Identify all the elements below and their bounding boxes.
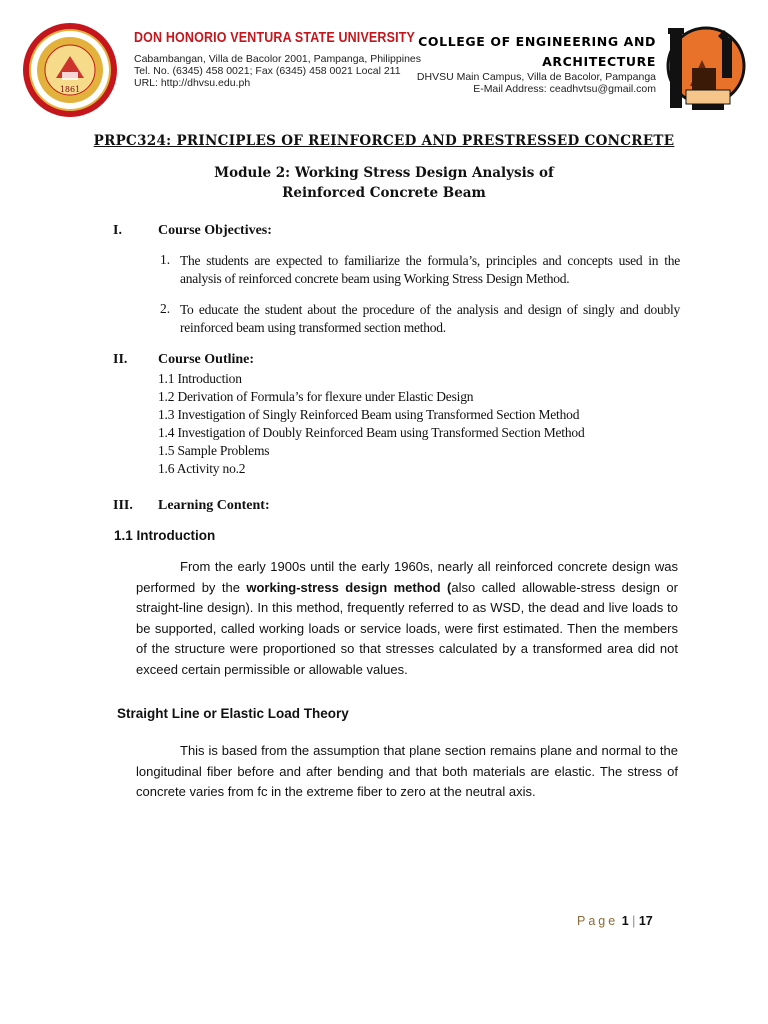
objective-number: 2.	[160, 301, 171, 316]
outline-item: 1.6 Activity no.2	[158, 461, 246, 476]
svg-text:1861: 1861	[59, 85, 81, 94]
college-name	[406, 32, 656, 72]
college-logo	[662, 20, 750, 116]
straight-line-heading: Straight Line or Elastic Load Theory	[117, 706, 349, 721]
section-outline-number: II.	[113, 352, 128, 367]
section-content-number: III.	[113, 498, 133, 513]
outline-item: 1.4 Investigation of Doubly Reinforced Beam using Transformed Section Method	[158, 425, 585, 440]
college-name-line1: COLLEGE OF ENGINEERING AND	[418, 34, 656, 49]
section-objectives-title: Course Objectives:	[158, 223, 272, 238]
university-phone: Tel. No. (6345) 458 0021; Fax (6345) 458 0021 Local 211	[134, 65, 401, 77]
page-footer	[577, 914, 653, 928]
college-email: E-Mail Address: ceadhvtsu@gmail.com	[473, 83, 656, 95]
page-total: 17	[638, 914, 653, 928]
campus-address: DHVSU Main Campus, Villa de Bacolor, Pampanga	[416, 71, 656, 83]
section-outline-title: Course Outline:	[158, 352, 255, 367]
module-title-line2: Reinforced Concrete Beam	[282, 185, 486, 201]
university-name: DON HONORIO VENTURA STATE UNIVERSITY	[134, 30, 416, 46]
straight-line-paragraph: This is based from the assumption that plane section remains plane and normal to the longitudinal fiber before and after bending and that both materials are elastic. The stress of concrete varies from fc in the extreme fiber to zero at the neutral axis.	[136, 743, 678, 799]
outline-item: 1.5 Sample Problems	[158, 443, 270, 458]
outline-item: 1.2 Derivation of Formula’s for flexure under Elastic Design	[158, 389, 474, 404]
university-address: Cabambangan, Villa de Bacolor 2001, Pampanga, Philippines	[134, 53, 422, 65]
page-label: Page	[577, 914, 619, 928]
objective-text: The students are expected to familiarize the formula’s, principles and concepts used in the analysis of reinforced concrete beam using Working Stress Design Method.	[180, 253, 680, 286]
university-url: URL: http://dhvsu.edu.ph	[134, 77, 251, 89]
section-content-title: Learning Content:	[158, 498, 270, 513]
section-objectives-number: I.	[113, 223, 122, 238]
objective-number: 1.	[160, 252, 171, 267]
university-seal-logo	[22, 22, 118, 118]
page-number: 1	[621, 914, 629, 928]
intro-paragraph: From the early 1900s until the early 1960s, nearly all reinforced concrete design was performed by the working-stress design method (also called allowable-stress design or straight-line design). In this method, frequently referred to as WSD, the dead and live loads to be supported, called working loads or service loads, were first estimated. Then the members of the structure were proportioned so that stresses calculated by a transformed area did not exceed certain permissible or allowable values.	[136, 559, 678, 677]
module-title	[0, 163, 768, 203]
page-separator: |	[632, 914, 636, 928]
outline-item: 1.1 Introduction	[158, 371, 242, 386]
college-name-line2: ARCHITECTURE	[542, 54, 656, 69]
wsd-term: working-stress design method (	[246, 579, 452, 595]
intro-heading: 1.1 Introduction	[114, 528, 216, 543]
module-title-line1: Module 2: Working Stress Design Analysis of	[214, 165, 554, 181]
course-title: PRPC324: PRINCIPLES OF REINFORCED AND PRESTRESSED CONCRETE	[93, 133, 675, 149]
objective-text: To educate the student about the procedure of the analysis and design of singly and doubly reinforced beam using transformed section method.	[180, 302, 680, 335]
outline-item: 1.3 Investigation of Singly Reinforced Beam using Transformed Section Method	[158, 407, 580, 422]
